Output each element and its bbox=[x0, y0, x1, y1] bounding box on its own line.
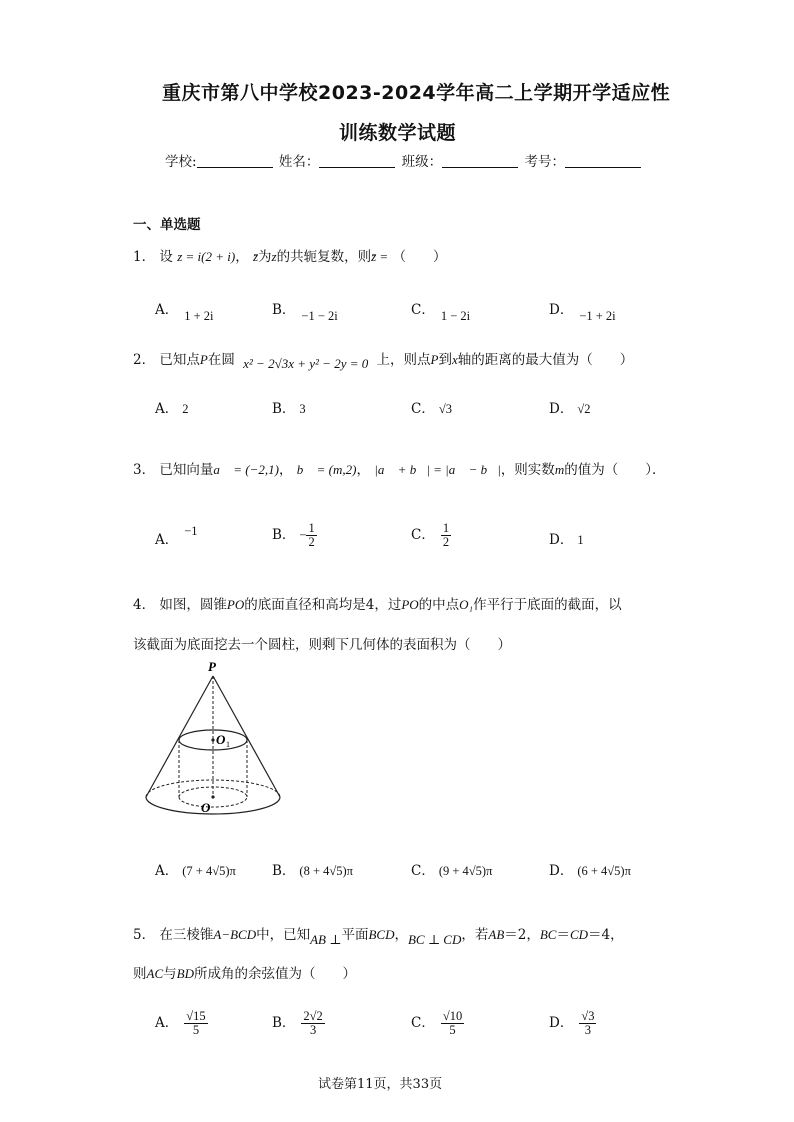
option-a[interactable]: A．−1 bbox=[155, 524, 198, 548]
option-d[interactable]: D． (6 + 4√5)π bbox=[549, 863, 631, 879]
section-title: 一、单选题 bbox=[133, 217, 201, 233]
question-1: 1． 设 z = i(2 + i)， z̄为z的共轭复数，则z̄ = （ ） bbox=[133, 249, 447, 265]
school-label: 学校: bbox=[165, 154, 197, 170]
label-o: O bbox=[201, 800, 211, 815]
fraction: $\frac{1}{2}$ bbox=[442, 521, 450, 550]
formula: z̄ bbox=[252, 249, 259, 264]
formula: z̄ = bbox=[371, 249, 389, 264]
option-b[interactable]: B． $\frac{2√2}{3}$ bbox=[272, 1009, 323, 1038]
option-a[interactable]: A． (7 + 4√5)π bbox=[155, 863, 236, 879]
fraction: $\frac{√10}{5}$ bbox=[442, 1009, 463, 1038]
point-o bbox=[211, 795, 214, 798]
formula: |a⃗ + b⃗| = |a⃗ − b⃗| bbox=[374, 462, 501, 477]
formula: a⃗ = (−2,1) bbox=[213, 462, 279, 477]
option-c[interactable]: C． 1 − 2i bbox=[411, 302, 471, 323]
question-5-line2: 则AC与BD所成角的余弦值为（ ） bbox=[133, 966, 356, 982]
option-d[interactable]: D． $\frac{√3}{3}$ bbox=[549, 1009, 595, 1038]
cone-figure bbox=[140, 658, 286, 823]
question-2: 2． 已知点P在圆 x² − 2√3x + y² − 2y = 0 上，则点P到x轴的距离的最大值为（ ） bbox=[133, 352, 634, 371]
school-field[interactable] bbox=[197, 153, 273, 168]
question-number: 3． bbox=[133, 462, 156, 478]
question-4: 4． 如图，圆锥PO的底面直径和高均是4，过PO的中点O₁作平行于底面的截面，以 bbox=[133, 597, 622, 613]
base-ellipse-front bbox=[146, 797, 280, 814]
class-label: 班级： bbox=[401, 154, 443, 170]
option-b[interactable]: B． −1 − 2i bbox=[272, 302, 338, 323]
question-number: 5． bbox=[133, 927, 156, 943]
page-title-line1: 重庆市第八中学校2023-2024学年高二上学期开学适应性 bbox=[162, 82, 671, 104]
student-info-row bbox=[165, 150, 643, 170]
question-number: 4． bbox=[133, 597, 156, 613]
name-label: 姓名： bbox=[278, 154, 320, 170]
fraction: $\frac{1}{2}$ bbox=[308, 521, 315, 550]
exam-number-label: 考号： bbox=[524, 154, 565, 170]
class-field[interactable] bbox=[442, 153, 518, 168]
option-a[interactable]: A． 2 bbox=[155, 401, 189, 417]
label-o1-sub: 1 bbox=[226, 740, 230, 749]
option-c[interactable]: C． √3 bbox=[411, 401, 452, 417]
question-number: 2． bbox=[133, 352, 156, 368]
option-b[interactable]: B． 3 bbox=[272, 401, 306, 417]
question-5: 5． 在三棱锥A−BCD中，已知AB ⊥平面BCD，BC ⊥ CD，若AB＝2，BC＝CD＝4， bbox=[133, 927, 624, 947]
option-d[interactable]: D． −1 + 2i bbox=[549, 302, 616, 323]
option-c[interactable]: C． $\frac{√10}{5}$ bbox=[411, 1009, 463, 1038]
label-o1: O bbox=[216, 732, 226, 747]
option-c[interactable]: C． $\frac{1}{2}$ bbox=[411, 521, 450, 550]
page-title-line2: 训练数学试题 bbox=[339, 122, 457, 144]
formula: z = i(2 + i) bbox=[177, 249, 236, 264]
page-footer: 试卷第11页，共33页 bbox=[318, 1077, 443, 1092]
fraction: $\frac{2√2}{3}$ bbox=[303, 1009, 323, 1038]
fraction: $\frac{√15}{5}$ bbox=[186, 1009, 206, 1038]
option-b[interactable]: B． (8 + 4√5)π bbox=[272, 863, 353, 879]
point-o1 bbox=[211, 738, 214, 741]
label-p: P bbox=[208, 659, 216, 674]
formula: b⃗ = (m,2) bbox=[296, 462, 357, 477]
cone-left-edge bbox=[146, 676, 213, 797]
option-a[interactable]: A． $\frac{√15}{5}$ bbox=[155, 1009, 206, 1038]
question-4-line2: 该截面为底面挖去一个圆柱，则剩下几何体的表面积为（ ） bbox=[133, 637, 511, 653]
question-number: 1． bbox=[133, 249, 156, 265]
formula: x² − 2√3x + y² − 2y = 0 bbox=[243, 356, 369, 371]
exam-number-field[interactable] bbox=[565, 153, 641, 168]
name-field[interactable] bbox=[319, 153, 395, 168]
option-d[interactable]: D． 1 bbox=[549, 532, 584, 548]
option-c[interactable]: C． (9 + 4√5)π bbox=[411, 863, 493, 879]
option-b[interactable]: B． − $\frac{1}{2}$ bbox=[272, 521, 315, 550]
question-3: 3． 已知向量a⃗ = (−2,1)， b⃗ = (m,2)， |a⃗ + b⃗| = |a⃗ − b⃗|，则实数m的值为（ ）． bbox=[133, 462, 666, 478]
option-a[interactable]: A． 1 + 2i bbox=[155, 302, 214, 323]
fraction: $\frac{√3}{3}$ bbox=[581, 1009, 595, 1038]
option-d[interactable]: D． √2 bbox=[549, 401, 591, 417]
